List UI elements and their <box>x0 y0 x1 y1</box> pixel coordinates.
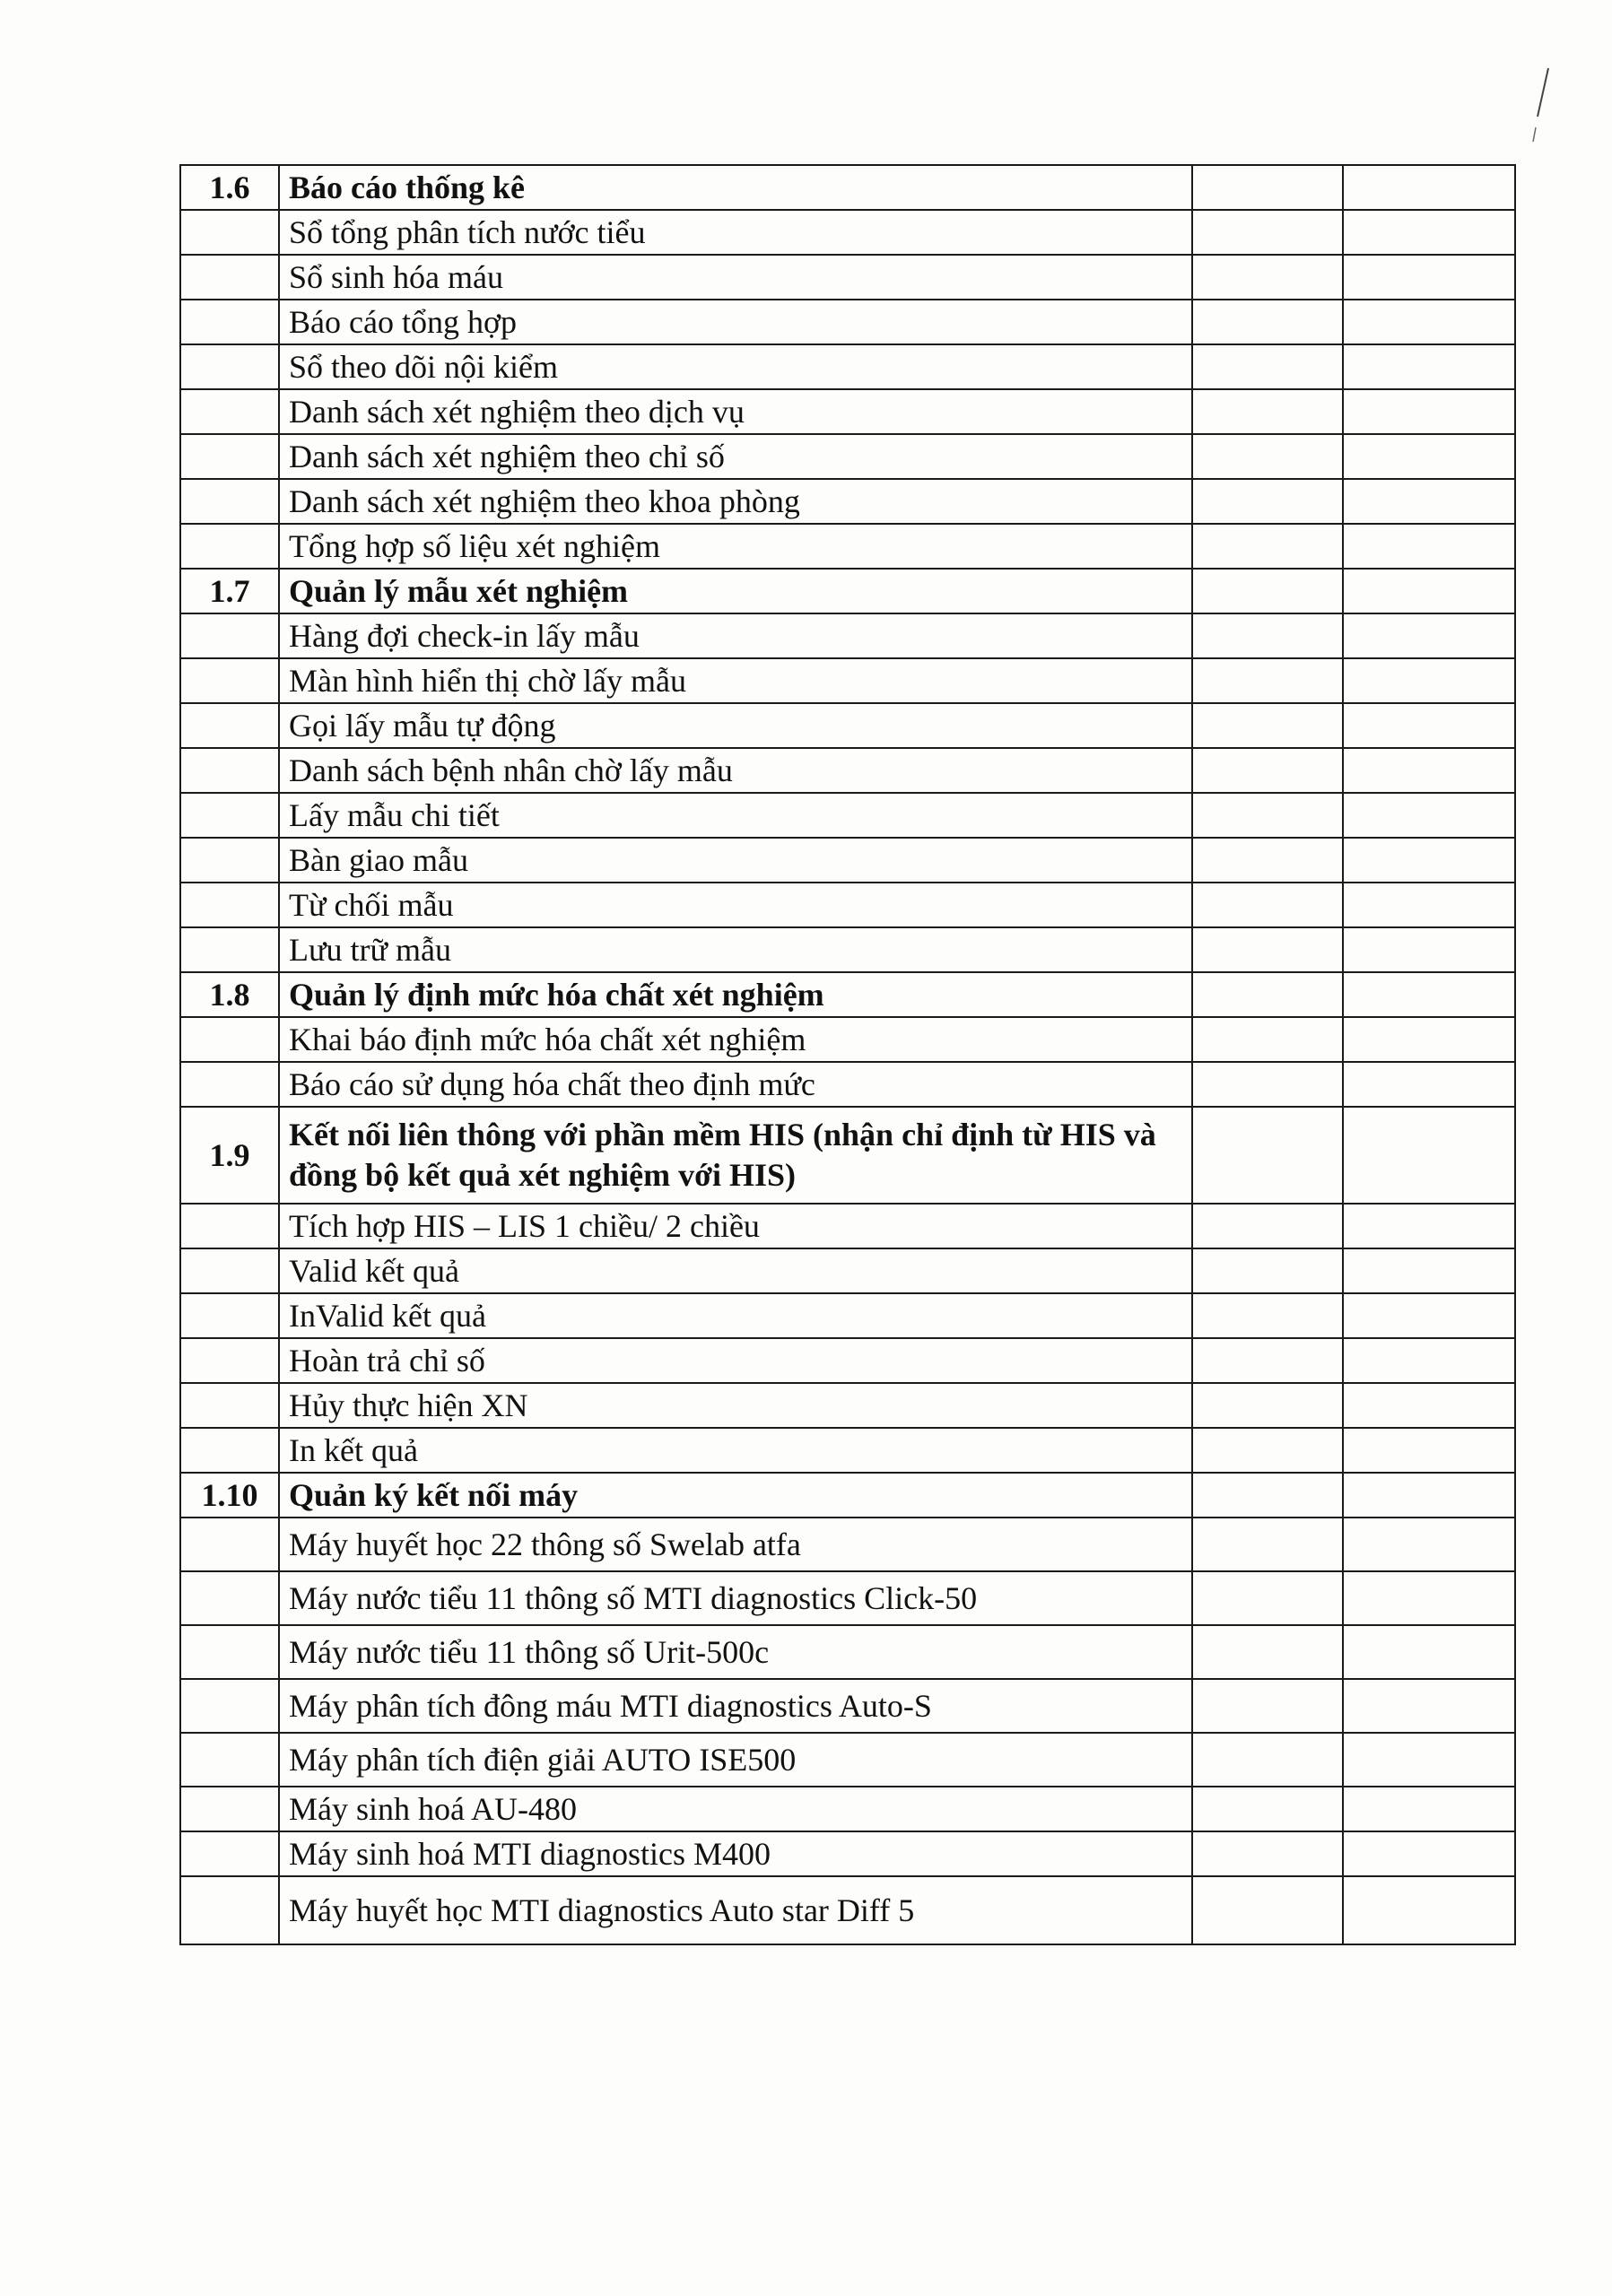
blank-cell <box>1192 1017 1343 1062</box>
blank-cell <box>180 1428 279 1473</box>
item-text: Máy nước tiểu 11 thông số MTI diagnostics Click-50 <box>279 1571 1192 1625</box>
blank-cell <box>1343 344 1515 389</box>
section-number: 1.7 <box>180 569 279 613</box>
table-row <box>180 1338 1515 1383</box>
blank-cell <box>180 1062 279 1107</box>
blank-cell <box>1343 1248 1515 1293</box>
blank-cell <box>1192 1876 1343 1944</box>
blank-cell <box>1343 1338 1515 1383</box>
section-row <box>180 972 1515 1017</box>
blank-cell <box>1343 389 1515 434</box>
blank-cell <box>1343 1473 1515 1518</box>
item-text: Sổ theo dõi nội kiểm <box>279 344 1192 389</box>
blank-cell <box>1343 1831 1515 1876</box>
blank-cell <box>1343 658 1515 703</box>
blank-cell <box>1192 793 1343 838</box>
pen-mark <box>1525 65 1552 145</box>
section-number: 1.9 <box>180 1107 279 1204</box>
item-text: Khai báo định mức hóa chất xét nghiệm <box>279 1017 1192 1062</box>
blank-cell <box>1192 1625 1343 1679</box>
blank-cell <box>1343 1787 1515 1831</box>
blank-cell <box>1343 1383 1515 1428</box>
table-row <box>180 389 1515 434</box>
table-row <box>180 1062 1515 1107</box>
blank-cell <box>1343 972 1515 1017</box>
table-row <box>180 1248 1515 1293</box>
blank-cell <box>1192 1338 1343 1383</box>
table-row <box>180 613 1515 658</box>
blank-cell <box>1192 569 1343 613</box>
blank-cell <box>1192 1679 1343 1733</box>
table-row <box>180 1787 1515 1831</box>
table-row <box>180 748 1515 793</box>
blank-cell <box>1343 1107 1515 1204</box>
blank-cell <box>1192 748 1343 793</box>
table-row <box>180 524 1515 569</box>
blank-cell <box>180 927 279 972</box>
section-row <box>180 1107 1515 1204</box>
blank-cell <box>180 1017 279 1062</box>
blank-cell <box>180 1787 279 1831</box>
blank-cell <box>1343 1679 1515 1733</box>
item-text: Tích hợp HIS – LIS 1 chiều/ 2 chiều <box>279 1204 1192 1248</box>
blank-cell <box>1343 524 1515 569</box>
table-row <box>180 703 1515 748</box>
blank-cell <box>1343 793 1515 838</box>
table-row <box>180 1204 1515 1248</box>
blank-cell <box>180 255 279 300</box>
blank-cell <box>1343 300 1515 344</box>
item-text: Danh sách bệnh nhân chờ lấy mẫu <box>279 748 1192 793</box>
blank-cell <box>1343 883 1515 927</box>
blank-cell <box>180 300 279 344</box>
blank-cell <box>1343 927 1515 972</box>
item-text: Máy huyết học 22 thông số Swelab atfa <box>279 1518 1192 1571</box>
blank-cell <box>1192 1204 1343 1248</box>
section-row <box>180 569 1515 613</box>
section-title: Báo cáo thống kê <box>279 165 1192 210</box>
table-row <box>180 1571 1515 1625</box>
table-row <box>180 1017 1515 1062</box>
blank-cell <box>1192 1107 1343 1204</box>
blank-cell <box>1343 1876 1515 1944</box>
item-text: Máy phân tích điện giải AUTO ISE500 <box>279 1733 1192 1787</box>
blank-cell <box>180 793 279 838</box>
blank-cell <box>180 1679 279 1733</box>
blank-cell <box>1192 1787 1343 1831</box>
blank-cell <box>1343 1062 1515 1107</box>
blank-cell <box>180 479 279 524</box>
blank-cell <box>1343 434 1515 479</box>
blank-cell <box>1343 1204 1515 1248</box>
table-row <box>180 1679 1515 1733</box>
table-row <box>180 658 1515 703</box>
item-text: Danh sách xét nghiệm theo dịch vụ <box>279 389 1192 434</box>
item-text: Màn hình hiển thị chờ lấy mẫu <box>279 658 1192 703</box>
blank-cell <box>180 344 279 389</box>
item-text: Máy huyết học MTI diagnostics Auto star Diff 5 <box>279 1876 1192 1944</box>
blank-cell <box>180 748 279 793</box>
blank-cell <box>180 1204 279 1248</box>
blank-cell <box>1192 1733 1343 1787</box>
blank-cell <box>1343 748 1515 793</box>
table-row <box>180 1293 1515 1338</box>
blank-cell <box>1343 210 1515 255</box>
item-text: In kết quả <box>279 1428 1192 1473</box>
blank-cell <box>1192 927 1343 972</box>
blank-cell <box>1343 1017 1515 1062</box>
blank-cell <box>1192 344 1343 389</box>
section-title: Quản ký kết nối máy <box>279 1473 1192 1518</box>
blank-cell <box>180 838 279 883</box>
blank-cell <box>1192 524 1343 569</box>
blank-cell <box>1192 1383 1343 1428</box>
blank-cell <box>180 1831 279 1876</box>
item-text: Sổ tổng phân tích nước tiểu <box>279 210 1192 255</box>
item-text: Báo cáo sử dụng hóa chất theo định mức <box>279 1062 1192 1107</box>
blank-cell <box>1343 569 1515 613</box>
blank-cell <box>1192 972 1343 1017</box>
blank-cell <box>1343 1733 1515 1787</box>
item-text: Danh sách xét nghiệm theo khoa phòng <box>279 479 1192 524</box>
blank-cell <box>180 703 279 748</box>
item-text: Máy sinh hoá AU-480 <box>279 1787 1192 1831</box>
blank-cell <box>180 1248 279 1293</box>
blank-cell <box>1192 613 1343 658</box>
table-row <box>180 838 1515 883</box>
blank-cell <box>1343 838 1515 883</box>
table-row <box>180 300 1515 344</box>
table-row <box>180 1876 1515 1944</box>
item-text: Máy sinh hoá MTI diagnostics M400 <box>279 1831 1192 1876</box>
blank-cell <box>1192 389 1343 434</box>
blank-cell <box>1192 300 1343 344</box>
blank-cell <box>1192 1831 1343 1876</box>
section-number: 1.6 <box>180 165 279 210</box>
blank-cell <box>1192 1293 1343 1338</box>
table-row <box>180 210 1515 255</box>
section-number: 1.10 <box>180 1473 279 1518</box>
blank-cell <box>180 1625 279 1679</box>
item-text: Gọi lấy mẫu tự động <box>279 703 1192 748</box>
blank-cell <box>1192 883 1343 927</box>
blank-cell <box>180 1293 279 1338</box>
blank-cell <box>1343 1571 1515 1625</box>
blank-cell <box>180 658 279 703</box>
blank-cell <box>180 883 279 927</box>
table-row <box>180 1428 1515 1473</box>
blank-cell <box>1343 703 1515 748</box>
item-text: Lấy mẫu chi tiết <box>279 793 1192 838</box>
item-text: Máy phân tích đông máu MTI diagnostics Auto-S <box>279 1679 1192 1733</box>
table-row <box>180 1831 1515 1876</box>
table-row <box>180 255 1515 300</box>
blank-cell <box>1192 1473 1343 1518</box>
section-title: Quản lý mẫu xét nghiệm <box>279 569 1192 613</box>
blank-cell <box>1192 703 1343 748</box>
blank-cell <box>180 1338 279 1383</box>
blank-cell <box>1192 1428 1343 1473</box>
item-text: Lưu trữ mẫu <box>279 927 1192 972</box>
item-text: Hoàn trả chỉ số <box>279 1338 1192 1383</box>
blank-cell <box>1192 1571 1343 1625</box>
blank-cell <box>1192 434 1343 479</box>
item-text: Báo cáo tổng hợp <box>279 300 1192 344</box>
blank-cell <box>1343 613 1515 658</box>
item-text: Hủy thực hiện XN <box>279 1383 1192 1428</box>
blank-cell <box>1343 255 1515 300</box>
blank-cell <box>180 434 279 479</box>
table-row <box>180 1733 1515 1787</box>
blank-cell <box>180 1571 279 1625</box>
blank-cell <box>1192 210 1343 255</box>
blank-cell <box>1343 479 1515 524</box>
section-title: Quản lý định mức hóa chất xét nghiệm <box>279 972 1192 1017</box>
blank-cell <box>1343 1518 1515 1571</box>
blank-cell <box>1192 479 1343 524</box>
item-text: Tổng hợp số liệu xét nghiệm <box>279 524 1192 569</box>
blank-cell <box>180 1518 279 1571</box>
blank-cell <box>180 1876 279 1944</box>
blank-cell <box>1343 165 1515 210</box>
table-row <box>180 793 1515 838</box>
table-row <box>180 1625 1515 1679</box>
item-text: Máy nước tiểu 11 thông số Urit-500c <box>279 1625 1192 1679</box>
blank-cell <box>180 1733 279 1787</box>
item-text: Valid kết quả <box>279 1248 1192 1293</box>
section-row <box>180 1473 1515 1518</box>
blank-cell <box>180 524 279 569</box>
blank-cell <box>1192 1518 1343 1571</box>
blank-cell <box>180 210 279 255</box>
blank-cell <box>180 1383 279 1428</box>
section-row <box>180 165 1515 210</box>
blank-cell <box>1192 838 1343 883</box>
blank-cell <box>1192 1248 1343 1293</box>
table-row <box>180 344 1515 389</box>
blank-cell <box>1192 255 1343 300</box>
item-text: InValid kết quả <box>279 1293 1192 1338</box>
feature-checklist-table <box>179 164 1516 1945</box>
blank-cell <box>1192 658 1343 703</box>
blank-cell <box>1343 1293 1515 1338</box>
item-text: Danh sách xét nghiệm theo chỉ số <box>279 434 1192 479</box>
blank-cell <box>1192 1062 1343 1107</box>
item-text: Bàn giao mẫu <box>279 838 1192 883</box>
table-row <box>180 1518 1515 1571</box>
section-number: 1.8 <box>180 972 279 1017</box>
blank-cell <box>180 389 279 434</box>
table-row <box>180 434 1515 479</box>
section-title: Kết nối liên thông với phần mềm HIS (nhận chỉ định từ HIS và đồng bộ kết quả xét nghiệm với HIS) <box>279 1107 1192 1204</box>
blank-cell <box>180 613 279 658</box>
table-row <box>180 927 1515 972</box>
item-text: Từ chối mẫu <box>279 883 1192 927</box>
item-text: Sổ sinh hóa máu <box>279 255 1192 300</box>
table-row <box>180 1383 1515 1428</box>
blank-cell <box>1343 1428 1515 1473</box>
blank-cell <box>1192 165 1343 210</box>
table-row <box>180 479 1515 524</box>
item-text: Hàng đợi check-in lấy mẫu <box>279 613 1192 658</box>
blank-cell <box>1343 1625 1515 1679</box>
table-row <box>180 883 1515 927</box>
